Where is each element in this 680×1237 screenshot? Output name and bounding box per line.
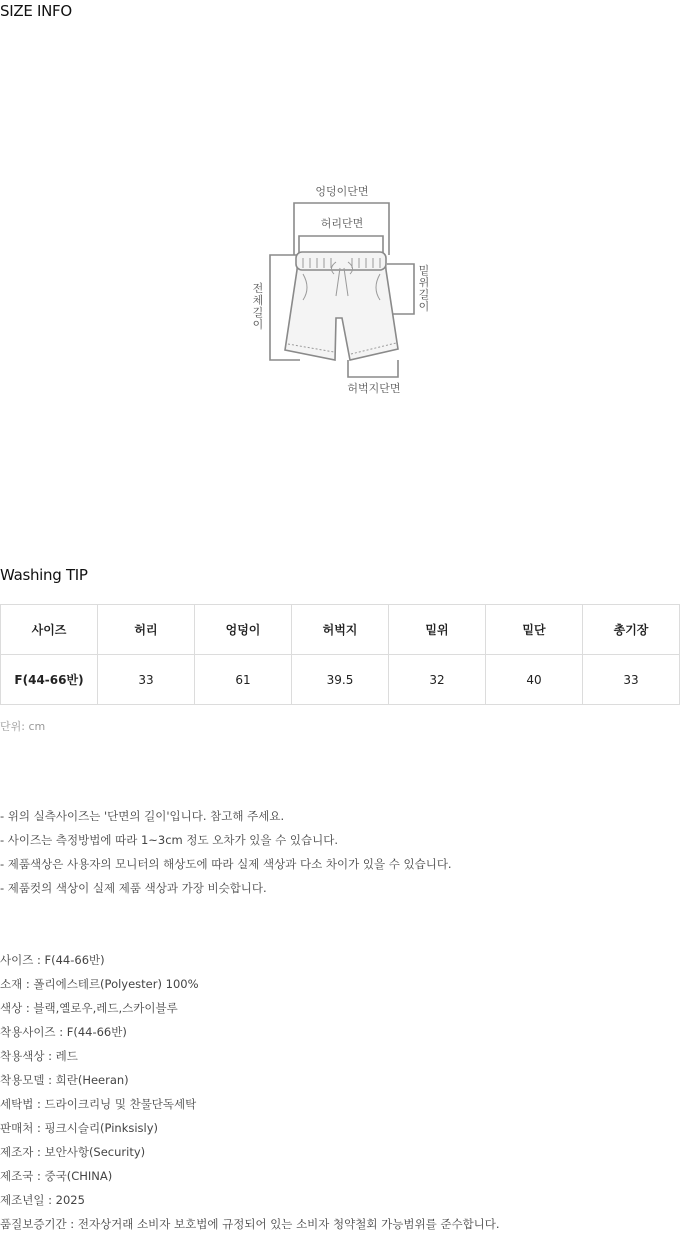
info-item: 색상 : 블랙,옐로우,레드,스카이블루: [0, 1001, 178, 1015]
table-header-cell: 밑단: [486, 605, 583, 655]
size-info-title: SIZE INFO: [0, 2, 72, 20]
info-item: 세탁법 : 드라이크리닝 및 찬물단독세탁: [0, 1097, 197, 1111]
info-item: 착용색상 : 레드: [0, 1049, 78, 1063]
table-cell: 39.5: [292, 655, 389, 705]
total-length-label: 전 체 길 이: [252, 282, 264, 331]
hip-label: 엉덩이단면: [315, 185, 369, 198]
info-item: 사이즈 : F(44-66반): [0, 953, 105, 967]
info-item: 품질보증기간 : 전자상거래 소비자 보호법에 규정되어 있는 소비자 청약철회 가능범위를 준수합니다.: [0, 1217, 500, 1231]
table-cell: 40: [486, 655, 583, 705]
info-item: 제조자 : 보안사항(Security): [0, 1145, 146, 1159]
note-item: - 사이즈는 측정방법에 따라 1~3cm 정도 오차가 있을 수 있습니다.: [0, 833, 339, 847]
size-table: [0, 604, 680, 705]
table-header-cell: 총기장: [583, 605, 680, 655]
table-header-cell: 허리: [98, 605, 195, 655]
note-item: - 제품컷의 색상이 실제 제품 색상과 가장 비슷합니다.: [0, 881, 267, 895]
info-item: 판매처 : 핑크시슬리(Pinksisly): [0, 1121, 159, 1135]
table-header-cell: 허벅지: [292, 605, 389, 655]
table-header-row: [1, 605, 680, 655]
waist-label: 허리단면: [320, 217, 364, 230]
washing-tip-title: Washing TIP: [0, 566, 88, 584]
info-item: 소재 : 폴리에스테르(Polyester) 100%: [0, 977, 199, 991]
info-item: 착용모델 : 희란(Heeran): [0, 1073, 129, 1087]
note-item: - 제품색상은 사용자의 모니터의 해상도에 따라 실제 색상과 다소 차이가 있을 수 있습니다.: [0, 857, 452, 871]
shorts-size-diagram: [240, 178, 440, 398]
table-header-cell: 사이즈: [1, 605, 98, 655]
table-cell: 33: [98, 655, 195, 705]
table-header-cell: 밑위: [389, 605, 486, 655]
table-cell: 61: [195, 655, 292, 705]
thigh-label: 허벅지단면: [347, 382, 401, 395]
unit-label: 단위: cm: [0, 720, 46, 733]
shorts-icon: [285, 252, 398, 360]
product-info-list: [0, 948, 500, 1236]
note-item: - 위의 실측사이즈는 '단면의 길이'입니다. 참고해 주세요.: [0, 809, 285, 823]
notes-list: [0, 804, 452, 900]
thigh-bracket: [348, 360, 398, 377]
table-cell: 32: [389, 655, 486, 705]
info-item: 제조국 : 중국(CHINA): [0, 1169, 113, 1183]
table-cell: 33: [583, 655, 680, 705]
rise-label: 밑 위 길 이: [418, 264, 430, 313]
table-cell-size: F(44-66반): [1, 655, 98, 705]
info-item: 제조년일 : 2025: [0, 1193, 85, 1207]
info-item: 착용사이즈 : F(44-66반): [0, 1025, 127, 1039]
table-row: [1, 655, 680, 705]
table-header-cell: 엉덩이: [195, 605, 292, 655]
